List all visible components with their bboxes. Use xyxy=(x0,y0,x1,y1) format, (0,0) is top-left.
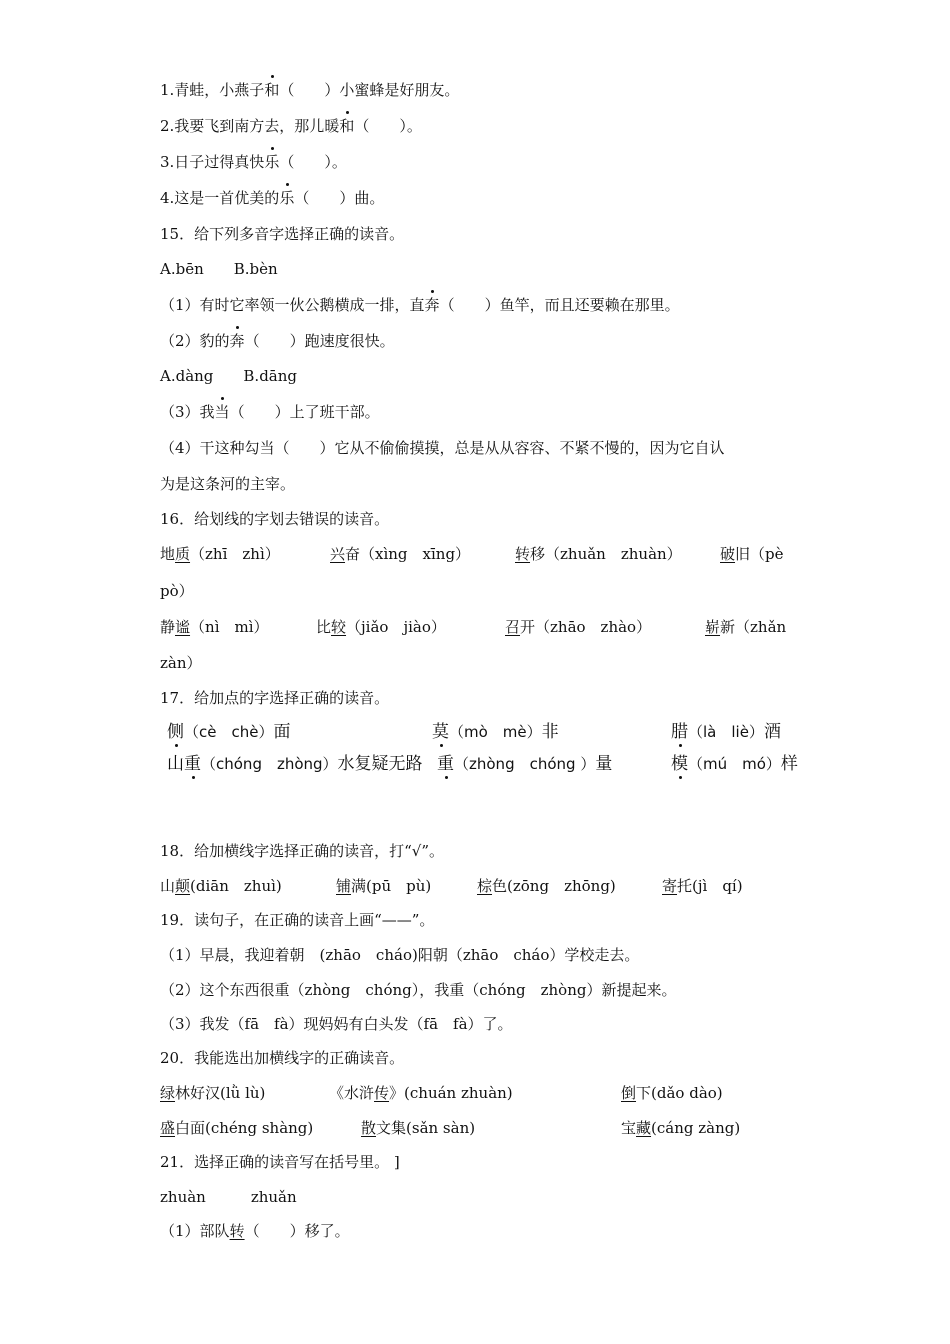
q16-item: 召开（zhāo zhào） xyxy=(505,618,652,636)
underlined-char: 藏 xyxy=(636,1119,652,1137)
dotted-char: 腊 xyxy=(671,722,688,742)
dotted-char: 乐 xyxy=(264,153,280,171)
q19-title: 19．读句子，在正确的读音上画“——”。 xyxy=(160,911,435,929)
q17-item: 模（mú mó）样 xyxy=(671,754,798,774)
underlined-char: 较 xyxy=(331,618,347,636)
dotted-char: 重 xyxy=(184,754,201,774)
q16-item: 地质（zhī zhì） xyxy=(160,545,280,563)
underlined-char: 兴 xyxy=(330,545,346,563)
q18-item: 寄托(jì qí) xyxy=(662,877,743,895)
q18-title: 18．给加横线字选择正确的读音，打“√”。 xyxy=(160,842,444,860)
q14-item-2: 2.我要飞到南方去，那儿暖和（ ）。 xyxy=(160,117,422,135)
q17-item: 莫（mò mè）非 xyxy=(432,722,559,742)
q15-options-b: A.dàng B.dāng xyxy=(160,367,298,385)
underlined-char: 转 xyxy=(515,545,531,563)
q14-item-4: 4.这是一首优美的乐（ ）曲。 xyxy=(160,189,385,207)
q20-title: 20．我能选出加横线字的正确读音。 xyxy=(160,1049,405,1067)
q15-item-1: （1）有时它率领一伙公鹅横成一排，直奔（ ）鱼竿，而且还要赖在那里。 xyxy=(160,296,680,314)
q16-row1-wrap: pò） xyxy=(160,582,194,600)
q21-item-1: （1）部队转（ ）移了。 xyxy=(160,1222,350,1240)
q16-item: 比较（jiǎo jiào） xyxy=(316,618,446,636)
dotted-char: 乐 xyxy=(279,189,295,207)
dotted-char: 和 xyxy=(264,81,280,99)
dotted-char: 莫 xyxy=(432,722,449,742)
q15-options-a: A.bēn B.bèn xyxy=(160,260,278,278)
q17-title: 17．给加点的字选择正确的读音。 xyxy=(160,689,390,707)
dotted-char: 当 xyxy=(214,403,230,421)
q15-item-4-line1: （4）干这种勾当（ ）它从不偷偷摸摸，总是从从容容、不紧不慢的，因为它自认 xyxy=(160,439,725,457)
q17-item: 重（zhòng chóng ）量 xyxy=(437,754,613,774)
q20-item: 倒下(dǎo dào) xyxy=(621,1084,723,1102)
q15-item-3: （3）我当（ ）上了班干部。 xyxy=(160,403,380,421)
dotted-char: 侧 xyxy=(167,722,184,742)
underlined-char: 转 xyxy=(229,1222,245,1240)
underlined-char: 质 xyxy=(175,545,191,563)
q14-item-1: 1.青蛙，小燕子和（ ）小蜜蜂是好朋友。 xyxy=(160,81,460,99)
q20-item: 散文集(sǎn sàn) xyxy=(361,1119,476,1137)
q16-item: 崭新（zhǎn xyxy=(705,618,787,636)
q17-item: 腊（là liè）酒 xyxy=(671,722,781,742)
q21-options: zhuàn zhuǎn xyxy=(160,1188,297,1206)
q19-sentence-3: （3）我发（fā fà）现妈妈有白头发（fā fà）了。 xyxy=(160,1015,513,1033)
underlined-char: 传 xyxy=(374,1084,390,1102)
q17-item: 山重（chóng zhòng）水复疑无路 xyxy=(167,754,423,774)
underlined-char: 召 xyxy=(505,618,521,636)
q16-row2-wrap: zàn） xyxy=(160,654,202,672)
q20-item: 宝藏(cáng zàng) xyxy=(621,1119,741,1137)
dotted-char: 奔 xyxy=(229,332,245,350)
q17-item: 侧（cè chè）面 xyxy=(167,722,291,742)
dotted-char: 奔 xyxy=(424,296,440,314)
q15-item-4-line2: 为是这条河的主宰。 xyxy=(160,475,296,493)
q16-item: 破旧（pè xyxy=(720,545,784,563)
q21-title: 21．选择正确的读音写在括号里。 ] xyxy=(160,1153,400,1171)
q19-sentence-1: （1）早晨，我迎着朝 (zhāo cháo)阳朝（zhāo cháo）学校走去。 xyxy=(160,946,640,964)
underlined-char: 颠 xyxy=(175,877,191,895)
q18-item: 山颠(diān zhuì) xyxy=(160,877,282,895)
underlined-char: 崭 xyxy=(705,618,721,636)
q16-item: 静谧（nì mì） xyxy=(160,618,269,636)
q18-item: 铺满(pū pù) xyxy=(336,877,432,895)
q20-item: 绿林好汉(lǜ lù) xyxy=(160,1084,266,1102)
underlined-char: 谧 xyxy=(175,618,191,636)
underlined-char: 绿 xyxy=(160,1084,176,1102)
q15-item-2: （2）豹的奔（ ）跑速度很快。 xyxy=(160,332,395,350)
underlined-char: 破 xyxy=(720,545,736,563)
underlined-char: 散 xyxy=(361,1119,377,1137)
dotted-char: 模 xyxy=(671,754,688,774)
q16-item: 转移（zhuǎn zhuàn） xyxy=(515,545,682,563)
q20-item: 《水浒传》(chuán zhuàn) xyxy=(329,1084,513,1102)
underlined-char: 寄 xyxy=(662,877,678,895)
q20-item: 盛白面(chéng shàng) xyxy=(160,1119,314,1137)
underlined-char: 棕 xyxy=(477,877,493,895)
q16-title: 16．给划线的字划去错误的读音。 xyxy=(160,510,390,528)
underlined-char: 倒 xyxy=(621,1084,637,1102)
q19-sentence-2: （2）这个东西很重（zhòng chóng），我重（chóng zhòng）新提起来。 xyxy=(160,981,677,999)
dotted-char: 重 xyxy=(437,754,454,774)
underlined-char: 铺 xyxy=(336,877,352,895)
q14-item-3: 3.日子过得真快乐（ ）。 xyxy=(160,153,347,171)
q16-item: 兴奋（xìng xīng） xyxy=(330,545,471,563)
q15-title: 15．给下列多音字选择正确的读音。 xyxy=(160,225,405,243)
q18-item: 棕色(zōng zhōng) xyxy=(477,877,616,895)
underlined-char: 盛 xyxy=(160,1119,176,1137)
dotted-char: 和 xyxy=(339,117,355,135)
